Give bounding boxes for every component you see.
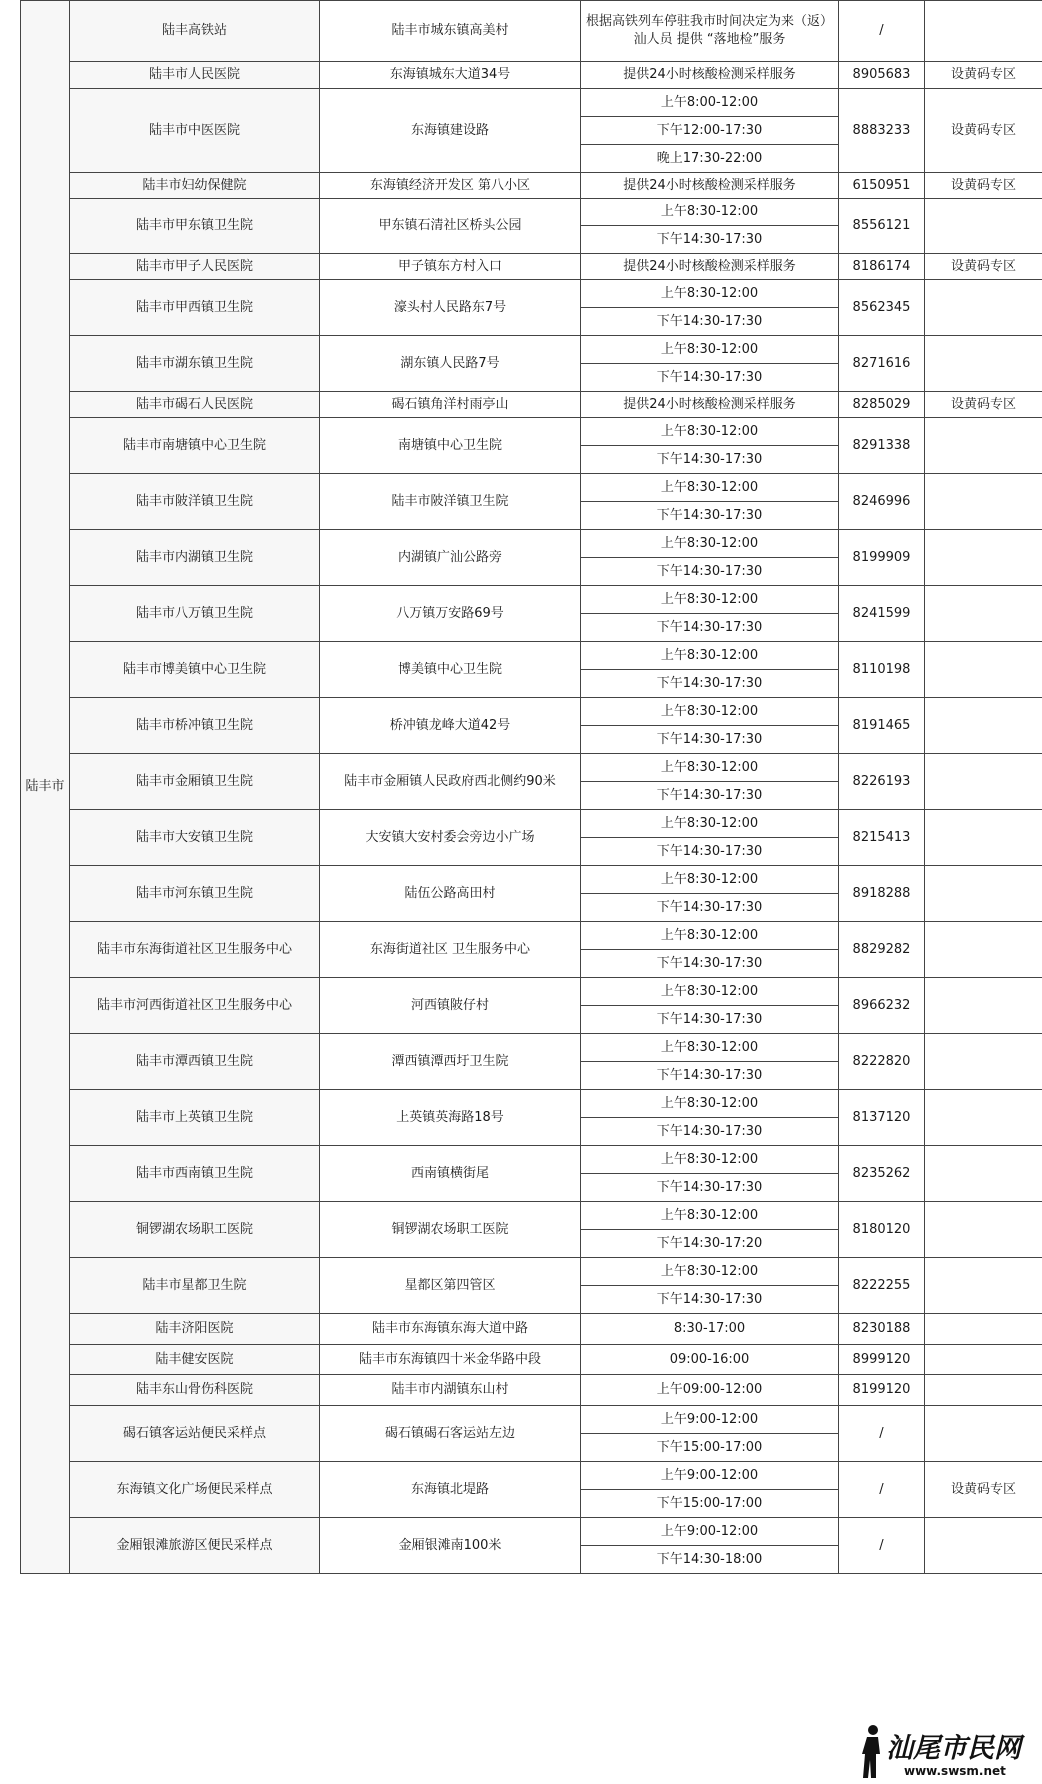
site-address-cell: 陆伍公路高田村 <box>320 866 581 922</box>
service-hours-cell: 09:00-16:00 <box>581 1345 839 1375</box>
service-hours-cell: 提供24小时核酸检测采样服务 <box>581 392 839 418</box>
phone-cell: 8230188 <box>839 1314 925 1345</box>
phone-cell: 8905683 <box>839 62 925 89</box>
service-hours-cell: 上午8:30-12:00 <box>581 199 839 226</box>
site-address-cell: 河西镇陂仔村 <box>320 978 581 1034</box>
service-hours-cell: 根据高铁列车停驻我市时间决定为来（返）汕人员 提供 “落地检”服务 <box>581 1 839 62</box>
site-name-cell: 陆丰市河西街道社区卫生服务中心 <box>70 978 320 1034</box>
table-row <box>21 173 1042 199</box>
site-name-cell: 陆丰市人民医院 <box>70 62 320 89</box>
service-hours-cell: 上午8:30-12:00 <box>581 474 839 502</box>
service-hours-cell: 上午8:30-12:00 <box>581 280 839 308</box>
note-cell <box>925 1314 1042 1345</box>
note-cell <box>925 1518 1042 1574</box>
service-hours-cell: 上午8:30-12:00 <box>581 336 839 364</box>
phone-cell: 8180120 <box>839 1202 925 1258</box>
service-hours-cell: 下午14:30-17:30 <box>581 1174 839 1202</box>
site-address-cell: 东海镇城东大道34号 <box>320 62 581 89</box>
site-address-cell: 陆丰市东海镇东海大道中路 <box>320 1314 581 1345</box>
service-hours-cell: 上午8:00-12:00 <box>581 89 839 117</box>
note-cell <box>925 1375 1042 1406</box>
site-name-cell: 碣石镇客运站便民采样点 <box>70 1406 320 1462</box>
site-name-cell: 陆丰市八万镇卫生院 <box>70 586 320 642</box>
service-hours-cell: 上午8:30-12:00 <box>581 586 839 614</box>
table-row <box>21 642 1042 670</box>
site-address-cell: 东海镇经济开发区 第八小区 <box>320 173 581 199</box>
table-body <box>21 1 1042 1574</box>
site-address-cell: 濠头村人民路东7号 <box>320 280 581 336</box>
service-hours-cell: 下午14:30-17:30 <box>581 558 839 586</box>
table-row <box>21 1406 1042 1434</box>
site-address-cell: 大安镇大安村委会旁边小广场 <box>320 810 581 866</box>
site-name-cell: 陆丰市妇幼保健院 <box>70 173 320 199</box>
service-hours-cell: 上午8:30-12:00 <box>581 866 839 894</box>
service-hours-cell: 下午14:30-17:30 <box>581 782 839 810</box>
service-hours-cell: 下午14:30-17:30 <box>581 226 839 254</box>
site-address-cell: 星都区第四管区 <box>320 1258 581 1314</box>
service-hours-cell: 上午8:30-12:00 <box>581 810 839 838</box>
site-address-cell: 上英镇英海路18号 <box>320 1090 581 1146</box>
testing-sites-table <box>20 0 1042 1574</box>
note-cell <box>925 586 1042 642</box>
site-address-cell: 东海街道社区 卫生服务中心 <box>320 922 581 978</box>
table-row <box>21 922 1042 950</box>
note-cell <box>925 280 1042 336</box>
site-address-cell: 东海镇建设路 <box>320 89 581 173</box>
note-cell <box>925 978 1042 1034</box>
site-name-cell: 陆丰市潭西镇卫生院 <box>70 1034 320 1090</box>
service-hours-cell: 上午8:30-12:00 <box>581 754 839 782</box>
walking-figure-icon <box>858 1724 884 1780</box>
site-name-cell: 陆丰市上英镇卫生院 <box>70 1090 320 1146</box>
service-hours-cell: 下午14:30-17:30 <box>581 1062 839 1090</box>
table-row <box>21 754 1042 782</box>
site-address-cell: 东海镇北堤路 <box>320 1462 581 1518</box>
service-hours-cell: 上午8:30-12:00 <box>581 530 839 558</box>
service-hours-cell: 上午8:30-12:00 <box>581 1202 839 1230</box>
site-name-cell: 陆丰市西南镇卫生院 <box>70 1146 320 1202</box>
table-row <box>21 474 1042 502</box>
phone-cell: 8246996 <box>839 474 925 530</box>
table-row <box>21 392 1042 418</box>
phone-cell: 8235262 <box>839 1146 925 1202</box>
table-row <box>21 199 1042 226</box>
service-hours-cell: 提供24小时核酸检测采样服务 <box>581 254 839 280</box>
site-address-cell: 金厢银滩南100米 <box>320 1518 581 1574</box>
service-hours-cell: 晚上17:30-22:00 <box>581 145 839 173</box>
service-hours-cell: 下午14:30-17:30 <box>581 670 839 698</box>
site-name-cell: 铜锣湖农场职工医院 <box>70 1202 320 1258</box>
table-row <box>21 1146 1042 1174</box>
service-hours-cell: 下午14:30-17:30 <box>581 446 839 474</box>
site-address-cell: 陆丰市东海镇四十米金华路中段 <box>320 1345 581 1375</box>
site-address-cell: 陆丰市城东镇高美村 <box>320 1 581 62</box>
service-hours-cell: 下午14:30-17:30 <box>581 1006 839 1034</box>
service-hours-cell: 上午8:30-12:00 <box>581 418 839 446</box>
note-cell <box>925 530 1042 586</box>
note-cell <box>925 1090 1042 1146</box>
phone-cell: 8829282 <box>839 922 925 978</box>
service-hours-cell: 上午8:30-12:00 <box>581 642 839 670</box>
site-address-cell: 碣石镇碣石客运站左边 <box>320 1406 581 1462</box>
site-address-cell: 桥冲镇龙峰大道42号 <box>320 698 581 754</box>
phone-cell: 8556121 <box>839 199 925 254</box>
note-cell <box>925 474 1042 530</box>
table-row <box>21 1202 1042 1230</box>
phone-cell: 8226193 <box>839 754 925 810</box>
service-hours-cell: 下午15:00-17:00 <box>581 1434 839 1462</box>
site-address-cell: 碣石镇角洋村雨亭山 <box>320 392 581 418</box>
service-hours-cell: 上午8:30-12:00 <box>581 1034 839 1062</box>
service-hours-cell: 下午14:30-17:30 <box>581 614 839 642</box>
site-address-cell: 湖东镇人民路7号 <box>320 336 581 392</box>
phone-cell: / <box>839 1462 925 1518</box>
note-cell <box>925 1345 1042 1375</box>
site-address-cell: 内湖镇广汕公路旁 <box>320 530 581 586</box>
site-name-cell: 陆丰市甲东镇卫生院 <box>70 199 320 254</box>
phone-cell: 8137120 <box>839 1090 925 1146</box>
phone-cell: 8241599 <box>839 586 925 642</box>
service-hours-cell: 提供24小时核酸检测采样服务 <box>581 173 839 199</box>
site-name-cell: 陆丰市中医医院 <box>70 89 320 173</box>
note-cell <box>925 1 1042 62</box>
service-hours-cell: 上午09:00-12:00 <box>581 1375 839 1406</box>
site-address-cell: 潭西镇潭西圩卫生院 <box>320 1034 581 1090</box>
table-row <box>21 1518 1042 1546</box>
note-cell <box>925 1202 1042 1258</box>
note-cell <box>925 1146 1042 1202</box>
phone-cell: 8186174 <box>839 254 925 280</box>
note-cell <box>925 810 1042 866</box>
note-cell <box>925 1034 1042 1090</box>
phone-cell: 8562345 <box>839 280 925 336</box>
service-hours-cell: 8:30-17:00 <box>581 1314 839 1345</box>
table-row <box>21 698 1042 726</box>
site-address-cell: 甲子镇东方村入口 <box>320 254 581 280</box>
service-hours-cell: 上午8:30-12:00 <box>581 698 839 726</box>
site-name-cell: 陆丰市南塘镇中心卫生院 <box>70 418 320 474</box>
table-row <box>21 1462 1042 1490</box>
note-cell <box>925 418 1042 474</box>
phone-cell: 8222820 <box>839 1034 925 1090</box>
table-row <box>21 810 1042 838</box>
service-hours-cell: 下午14:30-17:30 <box>581 838 839 866</box>
site-name-cell: 陆丰市金厢镇卫生院 <box>70 754 320 810</box>
service-hours-cell: 下午14:30-17:30 <box>581 364 839 392</box>
service-hours-cell: 上午8:30-12:00 <box>581 1146 839 1174</box>
phone-cell: 8110198 <box>839 642 925 698</box>
note-cell <box>925 1258 1042 1314</box>
site-name-cell: 陆丰市桥冲镇卫生院 <box>70 698 320 754</box>
phone-cell: 8199909 <box>839 530 925 586</box>
watermark <box>858 1722 1038 1780</box>
table-row <box>21 1034 1042 1062</box>
note-cell <box>925 642 1042 698</box>
site-name-cell: 陆丰市东海街道社区卫生服务中心 <box>70 922 320 978</box>
table-row <box>21 254 1042 280</box>
note-cell: 设黄码专区 <box>925 62 1042 89</box>
table-row <box>21 418 1042 446</box>
service-hours-cell: 上午8:30-12:00 <box>581 922 839 950</box>
phone-cell: 8285029 <box>839 392 925 418</box>
phone-cell: 8222255 <box>839 1258 925 1314</box>
phone-cell: 8883233 <box>839 89 925 173</box>
city-cell: 陆丰市 <box>21 1 70 1574</box>
site-name-cell: 陆丰市大安镇卫生院 <box>70 810 320 866</box>
table-row <box>21 530 1042 558</box>
site-address-cell: 博美镇中心卫生院 <box>320 642 581 698</box>
service-hours-cell: 下午15:00-17:00 <box>581 1490 839 1518</box>
phone-cell: 8191465 <box>839 698 925 754</box>
site-address-cell: 西南镇横街尾 <box>320 1146 581 1202</box>
site-name-cell: 东海镇文化广场便民采样点 <box>70 1462 320 1518</box>
service-hours-cell: 下午14:30-17:30 <box>581 950 839 978</box>
table-row <box>21 336 1042 364</box>
note-cell: 设黄码专区 <box>925 173 1042 199</box>
note-cell: 设黄码专区 <box>925 392 1042 418</box>
note-cell: 设黄码专区 <box>925 89 1042 173</box>
phone-cell: 8999120 <box>839 1345 925 1375</box>
table-row <box>21 62 1042 89</box>
site-name-cell: 陆丰健安医院 <box>70 1345 320 1375</box>
note-cell <box>925 1406 1042 1462</box>
site-name-cell: 陆丰市碣石人民医院 <box>70 392 320 418</box>
site-address-cell: 陆丰市陂洋镇卫生院 <box>320 474 581 530</box>
service-hours-cell: 下午14:30-17:30 <box>581 1286 839 1314</box>
table-row <box>21 1090 1042 1118</box>
service-hours-cell: 上午9:00-12:00 <box>581 1462 839 1490</box>
phone-cell: 8271616 <box>839 336 925 392</box>
site-name-cell: 陆丰高铁站 <box>70 1 320 62</box>
site-name-cell: 陆丰市甲子人民医院 <box>70 254 320 280</box>
site-address-cell: 南塘镇中心卫生院 <box>320 418 581 474</box>
phone-cell: 8918288 <box>839 866 925 922</box>
table-row <box>21 1258 1042 1286</box>
phone-cell: / <box>839 1 925 62</box>
table-row <box>21 89 1042 117</box>
site-name-cell: 陆丰市星都卫生院 <box>70 1258 320 1314</box>
site-name-cell: 陆丰济阳医院 <box>70 1314 320 1345</box>
site-name-cell: 陆丰东山骨伤科医院 <box>70 1375 320 1406</box>
service-hours-cell: 上午8:30-12:00 <box>581 1258 839 1286</box>
note-cell <box>925 698 1042 754</box>
phone-cell: / <box>839 1406 925 1462</box>
watermark-site-name: 汕尾市民网 <box>886 1733 1021 1764</box>
table-row <box>21 1314 1042 1345</box>
table-row <box>21 1375 1042 1406</box>
table-row <box>21 866 1042 894</box>
site-address-cell: 甲东镇石清社区桥头公园 <box>320 199 581 254</box>
service-hours-cell: 上午8:30-12:00 <box>581 1090 839 1118</box>
note-cell <box>925 199 1042 254</box>
site-name-cell: 陆丰市陂洋镇卫生院 <box>70 474 320 530</box>
service-hours-cell: 上午9:00-12:00 <box>581 1518 839 1546</box>
phone-cell: 8199120 <box>839 1375 925 1406</box>
phone-cell: 8966232 <box>839 978 925 1034</box>
table-row <box>21 1345 1042 1375</box>
site-address-cell: 陆丰市内湖镇东山村 <box>320 1375 581 1406</box>
service-hours-cell: 下午14:30-17:30 <box>581 1118 839 1146</box>
phone-cell: 8291338 <box>839 418 925 474</box>
table-row <box>21 586 1042 614</box>
site-name-cell: 陆丰市博美镇中心卫生院 <box>70 642 320 698</box>
note-cell <box>925 922 1042 978</box>
site-name-cell: 陆丰市河东镇卫生院 <box>70 866 320 922</box>
site-name-cell: 陆丰市湖东镇卫生院 <box>70 336 320 392</box>
note-cell <box>925 336 1042 392</box>
service-hours-cell: 上午9:00-12:00 <box>581 1406 839 1434</box>
service-hours-cell: 下午14:30-17:30 <box>581 502 839 530</box>
table-row <box>21 978 1042 1006</box>
table-row <box>21 1 1042 62</box>
site-name-cell: 陆丰市内湖镇卫生院 <box>70 530 320 586</box>
phone-cell: 8215413 <box>839 810 925 866</box>
service-hours-cell: 下午14:30-17:20 <box>581 1230 839 1258</box>
site-address-cell: 陆丰市金厢镇人民政府西北侧约90米 <box>320 754 581 810</box>
note-cell <box>925 754 1042 810</box>
service-hours-cell: 上午8:30-12:00 <box>581 978 839 1006</box>
service-hours-cell: 下午14:30-18:00 <box>581 1546 839 1574</box>
note-cell <box>925 866 1042 922</box>
table-row <box>21 280 1042 308</box>
phone-cell: 6150951 <box>839 173 925 199</box>
note-cell: 设黄码专区 <box>925 1462 1042 1518</box>
site-name-cell: 金厢银滩旅游区便民采样点 <box>70 1518 320 1574</box>
watermark-url: www.swsm.net <box>904 1764 1006 1778</box>
service-hours-cell: 下午14:30-17:30 <box>581 308 839 336</box>
service-hours-cell: 下午12:00-17:30 <box>581 117 839 145</box>
service-hours-cell: 提供24小时核酸检测采样服务 <box>581 62 839 89</box>
phone-cell: / <box>839 1518 925 1574</box>
site-address-cell: 八万镇万安路69号 <box>320 586 581 642</box>
service-hours-cell: 下午14:30-17:30 <box>581 726 839 754</box>
note-cell: 设黄码专区 <box>925 254 1042 280</box>
service-hours-cell: 下午14:30-17:30 <box>581 894 839 922</box>
site-address-cell: 铜锣湖农场职工医院 <box>320 1202 581 1258</box>
site-name-cell: 陆丰市甲西镇卫生院 <box>70 280 320 336</box>
